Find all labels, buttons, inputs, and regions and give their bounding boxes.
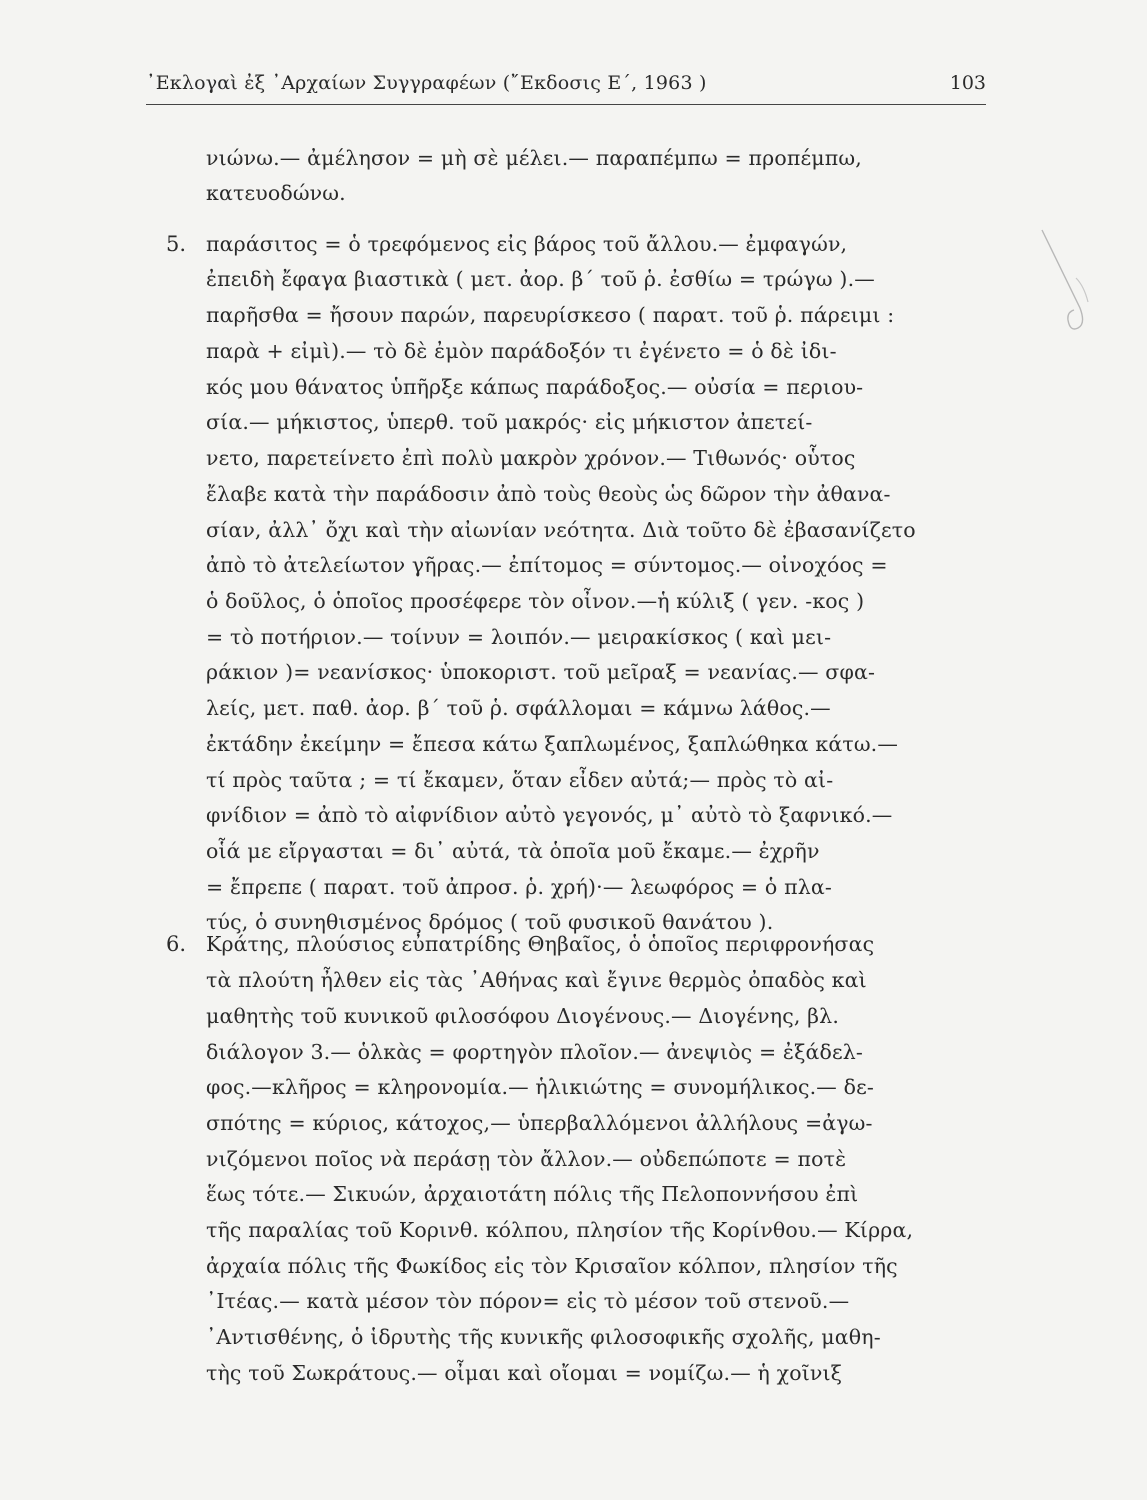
text-line: λείς, μετ. παθ. ἀορ. β΄ τοῦ ῥ. σφάλλομαι = κάμνω λάθος.—: [206, 696, 831, 720]
text-line: ἀπὸ τὸ ἀτελείωτον γῆρας.— ἐπίτομος = σύντομος.— οἰνοχόος =: [206, 553, 888, 577]
text-line: ᾿Αντισθένης, ὁ ἱδρυτὴς τῆς κυνικῆς φιλοσοφικῆς σχολῆς, μαθη-: [206, 1325, 881, 1349]
text-line: παρὰ + εἰμὶ).— τὸ δὲ ἐμὸν παράδοξόν τι ἐγένετο = ὁ δὲ ἰδι-: [206, 339, 837, 363]
text-line: παράσιτος = ὁ τρεφόμενος εἰς βάρος τοῦ ἄλλου.— ἐμφαγών,: [206, 232, 848, 256]
text-line: = ἔπρεπε ( παρατ. τοῦ ἀπροσ. ῥ. χρή)·— λεωφόρος = ὁ πλα-: [206, 875, 832, 899]
text-line: τί πρὸς ταῦτα ; = τί ἔκαμεν, ὅταν εἶδεν αὐτά;— πρὸς τὸ αἰ-: [206, 768, 834, 792]
text-line: παρῆσθα = ἤσουν παρών, παρευρίσκεσο ( παρατ. τοῦ ῥ. πάρειμι :: [206, 303, 895, 327]
text-line: ράκιον )= νεανίσκος· ὑποκοριστ. τοῦ μεῖραξ = νεανίας.— σφα-: [206, 660, 876, 684]
text-line: σίαν, ἀλλ᾿ ὄχι καὶ τὴν αἰωνίαν νεότητα. Διὰ τοῦτο δὲ ἐβασανίζετο: [206, 518, 916, 542]
text-line: σία.— μήκιστος, ὑπερθ. τοῦ μακρός· εἰς μήκιστον ἀπετεί-: [206, 410, 813, 434]
margin-pencil-mark-icon: [1040, 228, 1100, 338]
text-line: τύς, ὁ συνηθισμένος δρόμος ( τοῦ φυσικοῦ θανάτου ).: [206, 910, 774, 934]
text-line: οἷά με εἴργασται = δι᾿ αὐτά, τὰ ὁποῖα μοῦ ἔκαμε.— ἐχρῆν: [206, 839, 820, 863]
text-line: κός μου θάνατος ὑπῆρξε κάπως παράδοξος.— οὐσία = περιου-: [206, 375, 864, 399]
text-line: Κράτης, πλούσιος εὐπατρίδης Θηβαῖος, ὁ ὁποῖος περιφρονήσας: [206, 932, 875, 956]
text-line: τὰ πλούτη ἦλθεν εἰς τὰς ᾿Αθήνας καὶ ἔγινε θερμὸς ὀπαδὸς καὶ: [206, 968, 867, 992]
text-line: φνίδιον = ἀπὸ τὸ αἰφνίδιον αὐτὸ γεγονός, μ᾿ αὐτὸ τὸ ξαφνικό.—: [206, 803, 893, 827]
text-line: = τὸ ποτήριον.— τοίνυν = λοιπόν.— μειρακίσκος ( καὶ μει-: [206, 625, 832, 649]
text-line: νιώνω.— ἀμέλησον = μὴ σὲ μέλει.— παραπέμπω = προπέμπω,: [206, 146, 862, 170]
page-number: 103: [949, 72, 986, 94]
text-line: ἐκτάδην ἐκείμην = ἔπεσα κάτω ξαπλωμένος, ξαπλώθηκα κάτω.—: [206, 732, 898, 756]
text-line: μαθητὴς τοῦ κυνικοῦ φιλοσόφου Διογένους.— Διογένης, βλ.: [206, 1004, 839, 1028]
text-line: τὴς τοῦ Σωκράτους.— οἶμαι καὶ οἴομαι = νομίζω.— ἡ χοῖνιξ: [206, 1361, 843, 1385]
section-number-5: 5.: [166, 232, 187, 256]
text-line: ἀρχαία πόλις τῆς Φωκίδος εἰς τὸν Κρισαῖον κόλπον, πλησίον τῆς: [206, 1254, 898, 1278]
text-line: ὁ δοῦλος, ὁ ὁποῖος προσέφερε τὸν οἶνον.—ἡ κύλιξ ( γεν. -κος ): [206, 589, 865, 613]
text-line: ἔλαβε κατὰ τὴν παράδοσιν ἀπὸ τοὺς θεοὺς ὡς δῶρον τὴν ἀθανα-: [206, 482, 891, 506]
header-title: ᾿Εκλογαὶ ἐξ ᾿Αρχαίων Συγγραφέων (῎Εκδοσις Ε΄, 1963 ): [146, 72, 707, 94]
running-header: [146, 72, 986, 112]
text-line: κατευοδώνω.: [206, 181, 346, 205]
text-line: νετο, παρετείνετο ἐπὶ πολὺ μακρὸν χρόνον.— Τιθωνός· οὗτος: [206, 446, 856, 470]
text-line: ᾿Ιτέας.— κατὰ μέσον τὸν πόρον= εἰς τὸ μέσον τοῦ στενοῦ.—: [206, 1289, 850, 1313]
text-line: τῆς παραλίας τοῦ Κορινθ. κόλπου, πλησίον τῆς Κορίνθου.— Κίρρα,: [206, 1218, 914, 1242]
header-rule: [146, 104, 986, 105]
text-line: ἕως τότε.— Σικυών, ἀρχαιοτάτη πόλις τῆς Πελοποννήσου ἐπὶ: [206, 1182, 859, 1206]
section-number-6: 6.: [166, 932, 187, 956]
text-line: ἐπειδὴ ἔφαγα βιαστικὰ ( μετ. ἀορ. β΄ τοῦ ῥ. ἐσθίω = τρώγω ).—: [206, 267, 875, 291]
text-line: σπότης = κύριος, κάτοχος,— ὑπερβαλλόμενοι ἀλλήλους =ἀγω-: [206, 1111, 873, 1135]
text-line: νιζόμενοι ποῖος νὰ περάσῃ τὸν ἄλλον.— οὐδεπώποτε = ποτὲ: [206, 1147, 847, 1171]
text-line: φος.—κλῆρος = κληρονομία.— ἡλικιώτης = συνομήλικος.— δε-: [206, 1075, 874, 1099]
text-line: διάλογον 3.— ὁλκὰς = φορτηγὸν πλοῖον.— ἀνεψιὸς = ἐξάδελ-: [206, 1040, 864, 1064]
